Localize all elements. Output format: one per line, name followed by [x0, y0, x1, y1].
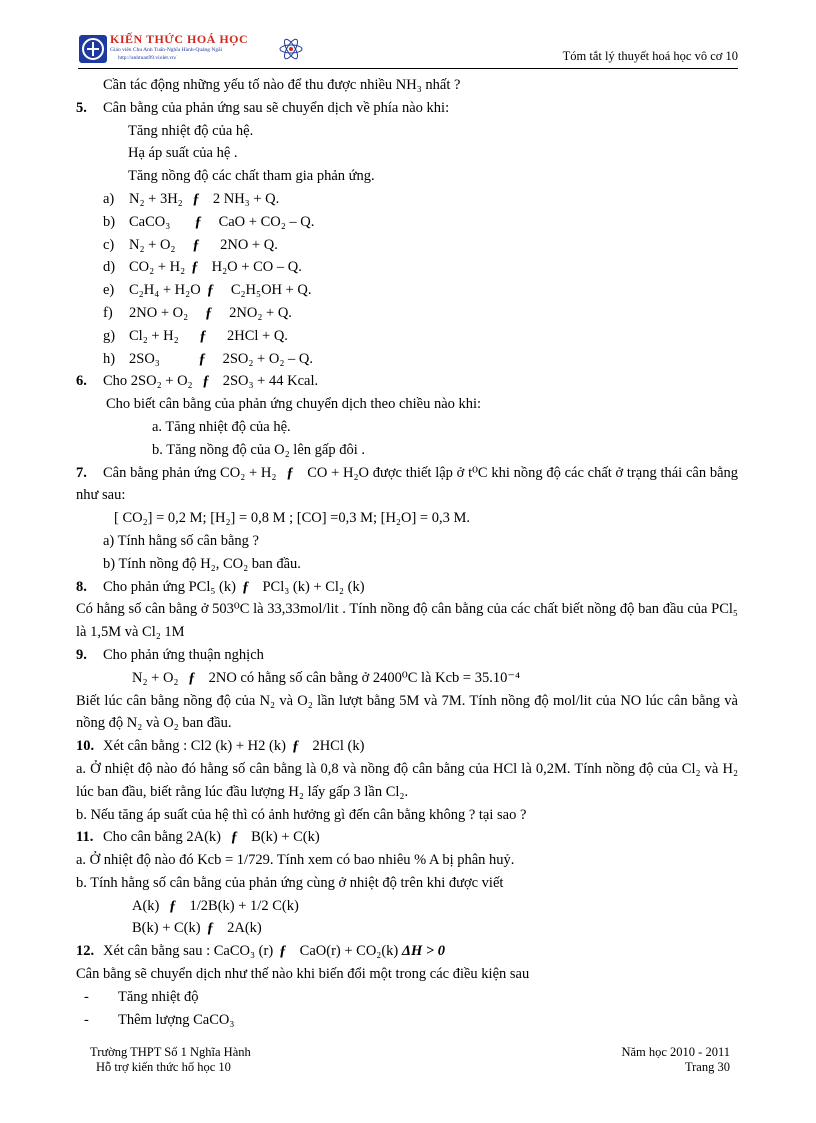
- question-text: Cân bằng sẽ chuyển dịch như thế nào khi biến đổi một trong các điều kiện sau: [76, 966, 530, 983]
- header-divider: [78, 68, 738, 69]
- equilibrium-arrow-icon: ƒ: [205, 304, 213, 321]
- equilibrium-arrow-icon: ƒ: [188, 669, 196, 686]
- question-text: Cho phản ứng thuận nghịch: [103, 646, 264, 663]
- question-number: 10.: [76, 738, 95, 755]
- equilibrium-arrow-icon: ƒ: [169, 897, 177, 914]
- reaction-line: [76, 279, 738, 302]
- sub-item: b) Tính nồng độ H₂, CO₂ ban đầu.: [103, 555, 301, 572]
- reaction-lhs: Cho cân bằng 2A(k): [103, 829, 221, 846]
- dash-bullet: -: [84, 1011, 89, 1028]
- reaction-rhs: 2A(k): [227, 920, 262, 937]
- reaction-lhs: 2NO + O₂: [129, 304, 189, 321]
- reaction-rhs: 2NO có hằng số cân bằng ở 2400⁰C là Kcb = 35.10⁻⁴: [208, 669, 521, 686]
- reaction-lhs: A(k): [132, 897, 160, 914]
- bullet-text: Thêm lượng CaCO₃: [118, 1011, 235, 1028]
- question-11: [76, 826, 738, 849]
- question-number: 8.: [76, 578, 87, 595]
- item-label: h): [103, 350, 116, 367]
- footer-right: [621, 1045, 730, 1075]
- reaction-rhs: 2NO + Q.: [220, 236, 278, 253]
- sub-item: b. Nếu tăng áp suất của hệ thì có ảnh hưởng gì đến cân bằng không ? tại sao ?: [76, 806, 527, 823]
- reaction-rhs: 2HCl + Q.: [226, 327, 288, 344]
- reaction-lhs: Cho phản ứng PCl₅ (k): [103, 578, 236, 595]
- question-5: [76, 97, 738, 120]
- question-text: CO + H₂O được thiết lập ở t⁰C khi nồng độ các chất ở trạng thái cân bằng như sau:: [76, 464, 739, 504]
- item-label: g): [103, 327, 116, 344]
- reaction-lhs: 2SO₃: [129, 350, 160, 367]
- question-number: 11.: [76, 829, 94, 846]
- reaction-lhs: Cl₂ + H₂: [129, 327, 179, 344]
- school-year: Năm học 2010 - 2011: [621, 1045, 730, 1059]
- item-label: f): [103, 304, 113, 321]
- question-text: Biết lúc cân bằng nồng độ của N₂ và O₂ lần lượt bằng 5M và 7M. Tính nồng độ mol/lit của NO lúc cân bằng và nồng độ N₂ và O₂ ban đầu.: [76, 692, 738, 732]
- reaction-rhs: CaO(r) + CO₂(k): [299, 943, 399, 960]
- equilibrium-arrow-icon: ƒ: [206, 920, 214, 937]
- sub-item: a) Tính hằng số cân bằng ?: [103, 532, 259, 549]
- equilibrium-arrow-icon: ƒ: [241, 578, 250, 595]
- reaction-lhs: Cho 2SO₂ + O₂: [103, 373, 193, 390]
- page-number: Trang 30: [684, 1060, 730, 1074]
- reaction-line: [76, 667, 738, 690]
- reaction-lhs: Xét cân bằng : Cl2 (k) + H2 (k): [103, 738, 286, 755]
- question-number: 9.: [76, 646, 87, 663]
- reaction-line: [76, 256, 738, 279]
- reaction-rhs: B(k) + C(k): [251, 829, 320, 846]
- reaction-rhs: 2SO₂ + O₂ – Q.: [222, 350, 313, 367]
- question-7: [76, 462, 738, 508]
- reaction-lhs: C₂H₄ + H₂O: [129, 282, 201, 299]
- site-logo: [78, 32, 308, 68]
- equilibrium-arrow-icon: ƒ: [192, 190, 200, 207]
- equilibrium-arrow-icon: ƒ: [286, 464, 294, 481]
- enthalpy-condition: ΔH > 0: [401, 943, 446, 960]
- reaction-rhs: 1/2B(k) + 1/2 C(k): [189, 897, 299, 914]
- reaction-lhs: N₂ + O₂: [129, 236, 176, 253]
- item-label: b): [103, 213, 116, 230]
- reaction-line: [76, 348, 738, 371]
- question-9: [76, 644, 738, 667]
- reaction-rhs: 2HCl (k): [312, 738, 365, 755]
- condition-line: Tăng nhiệt độ của hệ.: [128, 122, 254, 139]
- reaction-lhs: CaCO₃: [129, 213, 171, 230]
- reaction-line: [76, 895, 738, 918]
- question-number: 12.: [76, 943, 95, 960]
- item-label: d): [103, 259, 116, 276]
- support-text: Hỗ trợ kiến thức hố học 10: [96, 1060, 231, 1074]
- equilibrium-arrow-icon: ƒ: [279, 943, 287, 960]
- reaction-lhs: N₂ + 3H₂: [129, 190, 183, 207]
- equilibrium-arrow-icon: ƒ: [199, 327, 207, 344]
- dash-bullet: -: [84, 988, 89, 1005]
- bullet-text: Tăng nhiệt độ: [118, 988, 199, 1005]
- reaction-lhs: Xét cân bằng sau : CaCO₃ (r): [103, 943, 274, 960]
- sub-item: a. Ở nhiệt độ nào đó hằng số cân bằng là 0,8 và nồng độ cân bằng của HCl là 0,2M. Tính nồng độ của Cl₂ và H₂ lúc ban đầu, biết rằng lúc đầu lượng H₂ lấy gấp 3 lần Cl₂.: [76, 760, 738, 800]
- question-text: Có hằng số cân bằng ở 503⁰C là 33,33mol/lit . Tính nồng độ cân bằng của các chất biết nồng độ ban đầu của PCl₅ là 1,5M và Cl₂ 1M: [76, 601, 738, 641]
- equilibrium-arrow-icon: ƒ: [192, 236, 200, 253]
- item-label: e): [103, 282, 115, 299]
- school-name: Trường THPT Số 1 Nghĩa Hành: [90, 1045, 251, 1059]
- bullet-item: [76, 1009, 738, 1032]
- reaction-line: [76, 211, 738, 234]
- concentration-line: [ CO₂] = 0,2 M; [H₂] = 0,8 M ; [CO] =0,3 M; [H₂O] = 0,3 M.: [114, 510, 470, 527]
- atom-icon: [278, 36, 304, 62]
- bullet-item: [76, 986, 738, 1009]
- equilibrium-arrow-icon: ƒ: [191, 259, 199, 276]
- reaction-rhs: C₂H₅OH + Q.: [230, 282, 312, 299]
- reaction-rhs: PCl₃ (k) + Cl₂ (k): [262, 578, 365, 595]
- header-title: Tóm tắt lý thuyết hoá học vô cơ 10: [562, 49, 738, 63]
- reaction-lhs: Cân bằng phản ứng CO₂ + H₂: [103, 464, 277, 481]
- sub-item: b. Tăng nồng độ của O₂ lên gấp đôi .: [152, 441, 365, 458]
- equilibrium-arrow-icon: ƒ: [206, 282, 214, 299]
- question-6: [76, 370, 738, 393]
- logo-emblem-icon: [78, 34, 108, 64]
- equilibrium-arrow-icon: ƒ: [194, 213, 202, 230]
- reaction-rhs: 2SO₃ + 44 Kcal.: [222, 373, 319, 390]
- question-text: Cân bằng của phản ứng sau sẽ chuyển dịch về phía nào khi:: [103, 99, 450, 116]
- equilibrium-arrow-icon: ƒ: [202, 373, 210, 390]
- logo-title: KIẾN THỨC HOÁ HỌC: [110, 32, 249, 46]
- reaction-line: [76, 302, 738, 325]
- sub-item: a. Ở nhiệt độ nào đó Kcb = 1/729. Tính xem có bao nhiêu % A bị phân huỷ.: [76, 852, 515, 869]
- question-10: [76, 735, 738, 758]
- reaction-rhs: 2NO₂ + Q.: [229, 304, 292, 321]
- equilibrium-arrow-icon: ƒ: [198, 350, 206, 367]
- sub-item: a. Tăng nhiệt độ của hệ.: [152, 418, 291, 435]
- reaction-rhs: 2 NH₃ + Q.: [212, 190, 280, 207]
- reaction-line: [76, 917, 738, 940]
- sub-item: b. Tính hằng số cân bằng của phản ứng cùng ở nhiệt độ trên khi được viết: [76, 874, 504, 891]
- reaction-rhs: H₂O + CO – Q.: [211, 259, 302, 276]
- question-number: 6.: [76, 373, 87, 390]
- reaction-rhs: CaO + CO₂ – Q.: [218, 213, 315, 230]
- item-label: c): [103, 236, 115, 253]
- reaction-lhs: CO₂ + H₂: [129, 259, 186, 276]
- equilibrium-arrow-icon: ƒ: [291, 738, 300, 755]
- question-text: Cho biết cân bằng của phản ứng chuyển dịch theo chiều nào khi:: [106, 396, 482, 413]
- question-8: [76, 576, 738, 599]
- question-number: 7.: [76, 464, 87, 481]
- reaction-line: [76, 188, 738, 211]
- question-12: [76, 940, 738, 963]
- reaction-lhs: B(k) + C(k): [132, 920, 201, 937]
- reaction-lhs: N₂ + O₂: [132, 669, 179, 686]
- equilibrium-arrow-icon: ƒ: [230, 829, 238, 846]
- condition-line: Tăng nồng độ các chất tham gia phản ứng.: [128, 168, 375, 185]
- question-number: 5.: [76, 99, 87, 116]
- reaction-line: [76, 325, 738, 348]
- document-body: [76, 74, 738, 1031]
- reaction-line: [76, 234, 738, 257]
- logo-url: http://anhtuan99.violet.vn/: [118, 55, 177, 61]
- item-label: a): [103, 190, 115, 207]
- condition-line: Hạ áp suất của hệ .: [128, 145, 238, 162]
- text-line: Cần tác động những yếu tố nào để thu được nhiều NH₃ nhất ?: [103, 77, 461, 93]
- page-header: [78, 32, 738, 70]
- footer-left: [90, 1045, 251, 1075]
- logo-subtitle: Giáo viên Chu Anh Tuấn-Nghĩa Hành-Quảng Ngãi: [110, 47, 223, 53]
